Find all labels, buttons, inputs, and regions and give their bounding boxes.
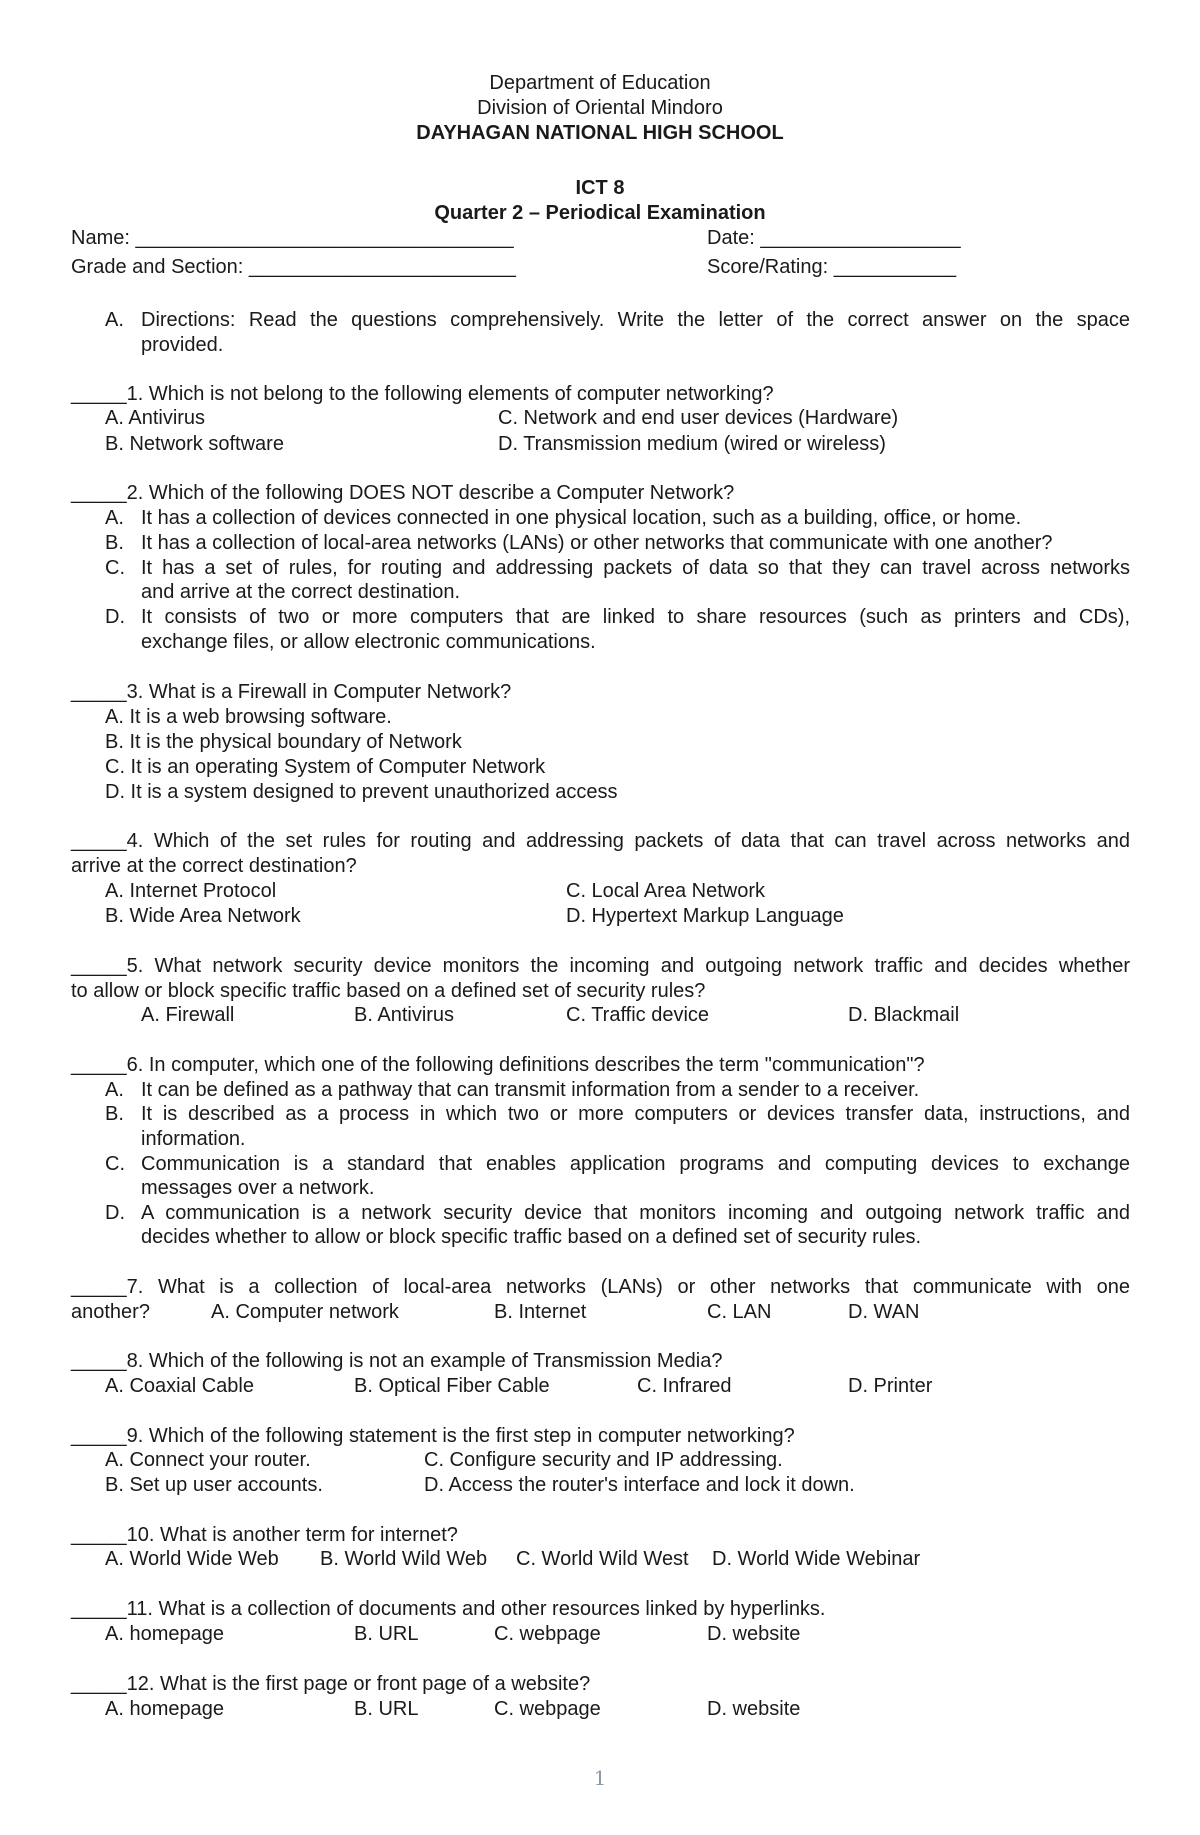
question-1-option-b: B. Network software xyxy=(105,433,284,455)
question-12-option-d: D. website xyxy=(707,1698,801,1720)
question-4-option-a: A. Internet Protocol xyxy=(105,880,277,902)
question-2-option-a-letter: A. xyxy=(105,507,124,529)
question-5-option-c: C. Traffic device xyxy=(566,1004,710,1026)
score-field: Score/Rating: ___________ xyxy=(707,256,957,278)
question-4-option-d: D. Hypertext Markup Language xyxy=(566,905,844,927)
question-2-option-b-text: It has a collection of local-area networks (LANs) or other networks that communicate with one another? xyxy=(141,532,1053,554)
exam-title: Quarter 2 – Periodical Examination xyxy=(434,202,766,224)
question-8-stem: _____8. Which of the following is not an example of Transmission Media? xyxy=(71,1350,723,1372)
question-8-option-c: C. Infrared xyxy=(637,1375,732,1397)
question-5-option-b: B. Antivirus xyxy=(354,1004,455,1026)
question-9-option-a: A. Connect your router. xyxy=(105,1449,311,1471)
grade-section-field: Grade and Section: ________________________ xyxy=(71,256,516,278)
question-6-option-c-line-2: messages over a network. xyxy=(141,1177,375,1199)
question-10-option-c: C. World Wild West xyxy=(516,1548,689,1570)
question-2-option-c-letter: C. xyxy=(105,557,125,579)
question-1-option-a: A. Antivirus xyxy=(105,407,206,429)
department-line: Department of Education xyxy=(489,72,711,94)
question-2-option-c-line-1: It has a set of rules, for routing and addressing packets of data so that they can travel across networks xyxy=(141,557,1130,579)
question-7-option-d: D. WAN xyxy=(848,1301,920,1323)
division-line: Division of Oriental Mindoro xyxy=(477,97,723,119)
question-8-option-b: B. Optical Fiber Cable xyxy=(354,1375,550,1397)
date-field: Date: __________________ xyxy=(707,227,961,249)
question-6-option-a-letter: A. xyxy=(105,1079,124,1101)
directions-line-2: provided. xyxy=(141,334,224,356)
question-5-stem: _____5. What network security device monitors the incoming and outgoing network traffic and decides whether xyxy=(71,955,1130,977)
question-5-option-a: A. Firewall xyxy=(141,1004,235,1026)
question-2-option-d-letter: D. xyxy=(105,606,125,628)
question-2-option-d-line-2: exchange files, or allow electronic communications. xyxy=(141,631,596,653)
question-6-stem: _____6. In computer, which one of the following definitions describes the term "communication"? xyxy=(71,1054,925,1076)
question-6-option-d-letter: D. xyxy=(105,1202,125,1224)
question-6-option-c-letter: C. xyxy=(105,1153,125,1175)
question-7-option-c: C. LAN xyxy=(707,1301,772,1323)
question-12-stem: _____12. What is the first page or front page of a website? xyxy=(71,1673,591,1695)
question-9-option-c: C. Configure security and IP addressing. xyxy=(424,1449,783,1471)
question-7-option-a: A. Computer network xyxy=(211,1301,399,1323)
question-8-option-a: A. Coaxial Cable xyxy=(105,1375,254,1397)
question-3-option-b: B. It is the physical boundary of Network xyxy=(105,731,462,753)
question-6-option-b-line-1: It is described as a process in which two or more computers or devices transfer data, instructions, and xyxy=(141,1103,1130,1125)
question-2-option-a-text: It has a collection of devices connected in one physical location, such as a building, office, or home. xyxy=(141,507,1022,529)
question-11-stem: _____11. What is a collection of documents and other resources linked by hyperlinks. xyxy=(71,1598,826,1620)
question-12-option-a: A. homepage xyxy=(105,1698,224,1720)
question-6-option-c-line-1: Communication is a standard that enables application programs and computing devices to exchange xyxy=(141,1153,1130,1175)
question-4-stem-line-2: arrive at the correct destination? xyxy=(71,855,357,877)
question-3-stem: _____3. What is a Firewall in Computer Network? xyxy=(71,681,512,703)
question-6-option-d-line-2: decides whether to allow or block specific traffic based on a defined set of security rules. xyxy=(141,1226,922,1248)
question-10-option-d: D. World Wide Webinar xyxy=(712,1548,921,1570)
question-7-stem-line-2: another? xyxy=(71,1301,150,1323)
question-8-option-d: D. Printer xyxy=(848,1375,933,1397)
question-11-option-d: D. website xyxy=(707,1623,801,1645)
question-5-stem-line-2: to allow or block specific traffic based on a defined set of security rules? xyxy=(71,980,706,1002)
question-4-stem: _____4. Which of the set rules for routing and addressing packets of data that can travel across networks and xyxy=(71,830,1130,852)
question-5-option-d: D. Blackmail xyxy=(848,1004,960,1026)
question-10-option-a: A. World Wide Web xyxy=(105,1548,279,1570)
question-2-option-d-line-1: It consists of two or more computers that are linked to share resources (such as printers and CDs), xyxy=(141,606,1130,628)
page-number: 1 xyxy=(593,1766,607,1790)
question-6-option-b-letter: B. xyxy=(105,1103,124,1125)
directions-line-1: Directions: Read the questions comprehensively. Write the letter of the correct answer on the space xyxy=(141,309,1130,331)
question-4-option-b: B. Wide Area Network xyxy=(105,905,301,927)
question-10-stem: _____10. What is another term for internet? xyxy=(71,1524,458,1546)
directions-letter: A. xyxy=(105,309,124,331)
question-11-option-c: C. webpage xyxy=(494,1623,601,1645)
question-4-option-c: C. Local Area Network xyxy=(566,880,765,902)
question-3-option-a: A. It is a web browsing software. xyxy=(105,706,392,728)
question-2-option-b-letter: B. xyxy=(105,532,124,554)
question-1-option-c: C. Network and end user devices (Hardware) xyxy=(498,407,899,429)
question-9-option-d: D. Access the router's interface and lock it down. xyxy=(424,1474,855,1496)
question-7-stem: _____7. What is a collection of local-area networks (LANs) or other networks that communicate with one xyxy=(71,1276,1130,1298)
question-6-option-d-line-1: A communication is a network security device that monitors incoming and outgoing network traffic and xyxy=(141,1202,1130,1224)
question-11-option-b: B. URL xyxy=(354,1623,419,1645)
question-9-stem: _____9. Which of the following statement is the first step in computer networking? xyxy=(71,1425,795,1447)
question-3-option-c: C. It is an operating System of Computer Network xyxy=(105,756,546,778)
question-11-option-a: A. homepage xyxy=(105,1623,224,1645)
question-9-option-b: B. Set up user accounts. xyxy=(105,1474,323,1496)
question-7-option-b: B. Internet xyxy=(494,1301,587,1323)
question-1-option-d: D. Transmission medium (wired or wireless) xyxy=(498,433,886,455)
question-12-option-c: C. webpage xyxy=(494,1698,601,1720)
subject-title: ICT 8 xyxy=(575,177,625,199)
question-3-option-d: D. It is a system designed to prevent unauthorized access xyxy=(105,781,618,803)
school-name: DAYHAGAN NATIONAL HIGH SCHOOL xyxy=(416,122,784,144)
question-10-option-b: B. World Wild Web xyxy=(320,1548,488,1570)
question-2-option-c-line-2: and arrive at the correct destination. xyxy=(141,581,461,603)
question-1-stem: _____1. Which is not belong to the following elements of computer networking? xyxy=(71,383,774,405)
question-2-stem: _____2. Which of the following DOES NOT describe a Computer Network? xyxy=(71,482,735,504)
question-6-option-b-line-2: information. xyxy=(141,1128,246,1150)
name-field: Name: __________________________________ xyxy=(71,227,514,249)
question-12-option-b: B. URL xyxy=(354,1698,419,1720)
question-6-option-a-text: It can be defined as a pathway that can transmit information from a sender to a receiver. xyxy=(141,1079,920,1101)
